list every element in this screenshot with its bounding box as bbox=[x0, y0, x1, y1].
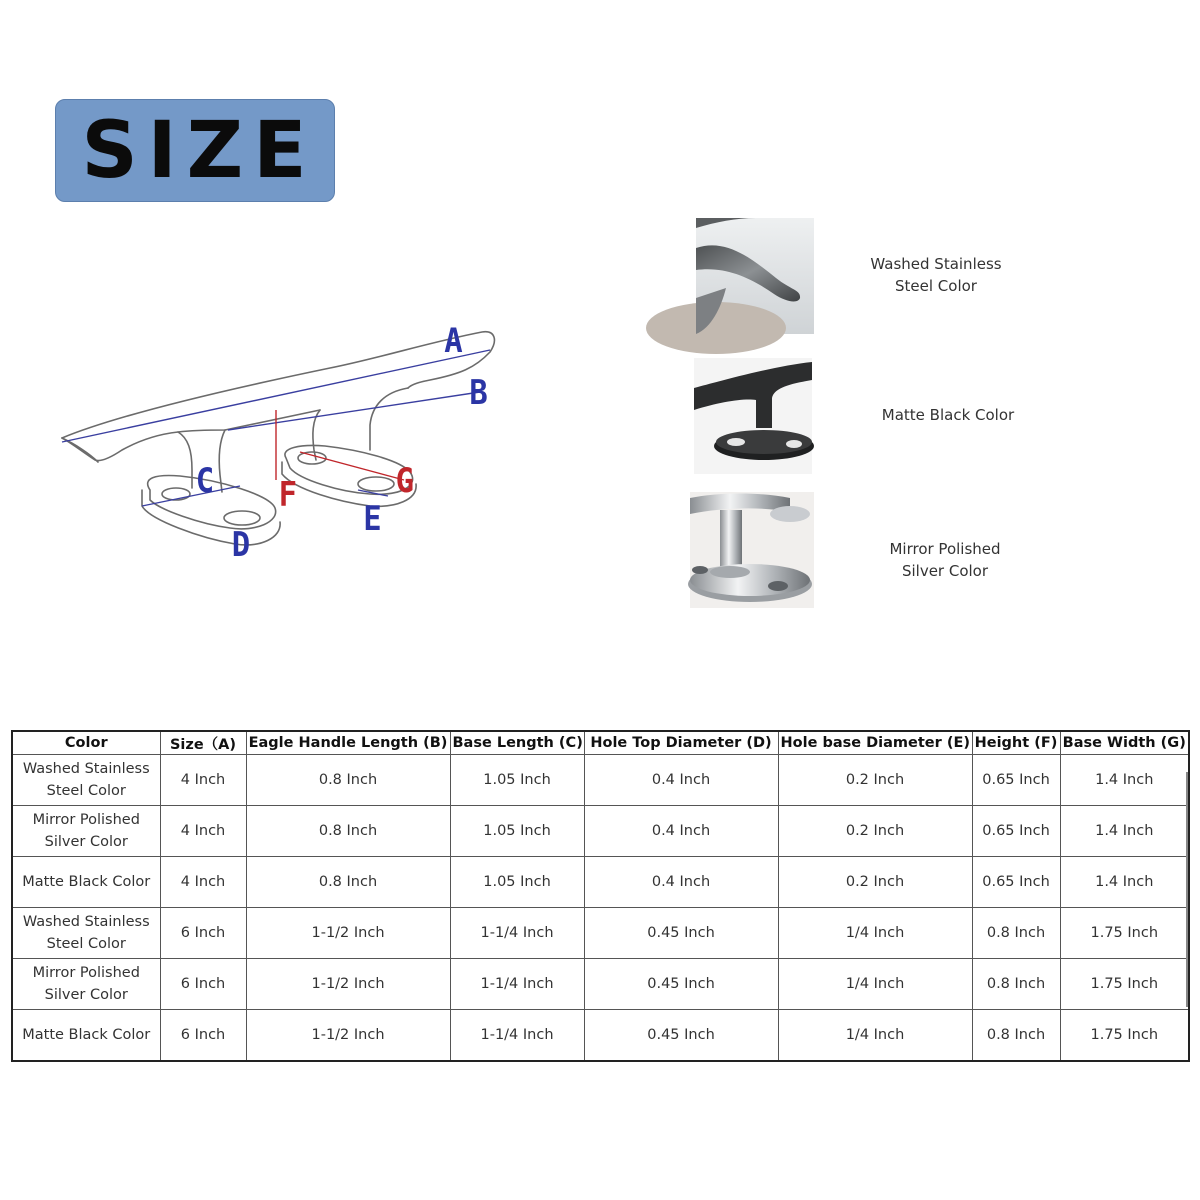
cell-hole-base: 1/4 Inch bbox=[778, 1010, 972, 1062]
cell-base-width: 1.4 Inch bbox=[1060, 806, 1189, 857]
cell-color: Mirror Polished Silver Color bbox=[12, 806, 160, 857]
header-color: Color bbox=[12, 731, 160, 755]
cell-base-width: 1.75 Inch bbox=[1060, 1010, 1189, 1062]
table-row bbox=[12, 857, 1189, 908]
size-spec-table bbox=[11, 730, 1190, 1062]
cell-base-width: 1.75 Inch bbox=[1060, 959, 1189, 1010]
cell-height: 0.65 Inch bbox=[972, 806, 1060, 857]
cell-size: 4 Inch bbox=[160, 755, 246, 806]
cell-base-length: 1-1/4 Inch bbox=[450, 1010, 584, 1062]
cleat-left-post bbox=[178, 432, 192, 488]
header-base-width: Base Width (G) bbox=[1060, 731, 1189, 755]
cell-hole-top: 0.45 Inch bbox=[584, 1010, 778, 1062]
cell-size: 6 Inch bbox=[160, 908, 246, 959]
cell-size: 6 Inch bbox=[160, 1010, 246, 1062]
label-c: C bbox=[195, 460, 215, 501]
right-edge-line bbox=[1186, 772, 1188, 1007]
cell-hole-top: 0.4 Inch bbox=[584, 755, 778, 806]
cell-color: Matte Black Color bbox=[12, 1010, 160, 1062]
cleat-right-hole-2 bbox=[358, 477, 394, 491]
table-row bbox=[12, 1010, 1189, 1062]
swatch-mirror-polished bbox=[690, 492, 808, 608]
cell-height: 0.65 Inch bbox=[972, 857, 1060, 908]
cell-hole-base: 0.2 Inch bbox=[778, 857, 972, 908]
cell-base-length: 1-1/4 Inch bbox=[450, 959, 584, 1010]
cell-hole-base: 0.2 Inch bbox=[778, 806, 972, 857]
cell-base-width: 1.4 Inch bbox=[1060, 755, 1189, 806]
dimension-line-d bbox=[142, 486, 240, 506]
cleat-right-post-right bbox=[370, 388, 408, 450]
cell-size: 6 Inch bbox=[160, 959, 246, 1010]
cell-size: 4 Inch bbox=[160, 806, 246, 857]
cell-base-length: 1.05 Inch bbox=[450, 857, 584, 908]
table-row bbox=[12, 908, 1189, 959]
header-hole-top: Hole Top Diameter (D) bbox=[584, 731, 778, 755]
cleat-left-hole-2 bbox=[224, 511, 260, 525]
cell-height: 0.65 Inch bbox=[972, 755, 1060, 806]
cell-hole-top: 0.45 Inch bbox=[584, 959, 778, 1010]
cell-base-length: 1.05 Inch bbox=[450, 806, 584, 857]
dimension-line-g bbox=[300, 452, 404, 480]
cell-hole-top: 0.45 Inch bbox=[584, 908, 778, 959]
table-row bbox=[12, 755, 1189, 806]
cell-handle-length: 1-1/2 Inch bbox=[246, 959, 450, 1010]
cell-height: 0.8 Inch bbox=[972, 959, 1060, 1010]
size-badge bbox=[55, 99, 335, 202]
label-b: B bbox=[469, 372, 488, 413]
cell-handle-length: 0.8 Inch bbox=[246, 857, 450, 908]
cleat-left-hole-1 bbox=[162, 488, 190, 500]
cell-handle-length: 0.8 Inch bbox=[246, 755, 450, 806]
cell-handle-length: 1-1/2 Inch bbox=[246, 908, 450, 959]
swatch-label-matte-black: Matte Black Color bbox=[881, 406, 1015, 424]
cell-color: Washed Stainless Steel Color bbox=[12, 755, 160, 806]
cell-hole-top: 0.4 Inch bbox=[584, 806, 778, 857]
table-header-row bbox=[12, 731, 1189, 755]
cell-base-length: 1-1/4 Inch bbox=[450, 908, 584, 959]
header-size: Size（A) bbox=[160, 731, 246, 755]
cell-color: Washed Stainless Steel Color bbox=[12, 908, 160, 959]
table-row bbox=[12, 806, 1189, 857]
header-height: Height (F) bbox=[972, 731, 1060, 755]
swatch-label-mirror-polished: Mirror Polished Silver Color bbox=[889, 540, 1001, 580]
cell-hole-base: 0.2 Inch bbox=[778, 755, 972, 806]
cell-hole-top: 0.4 Inch bbox=[584, 857, 778, 908]
table-row bbox=[12, 959, 1189, 1010]
label-d: D bbox=[231, 524, 251, 565]
cell-size: 4 Inch bbox=[160, 857, 246, 908]
cell-color: Matte Black Color bbox=[12, 857, 160, 908]
cell-hole-base: 1/4 Inch bbox=[778, 908, 972, 959]
cell-base-length: 1.05 Inch bbox=[450, 755, 584, 806]
cleat-dimension-diagram bbox=[50, 310, 488, 570]
header-hole-base: Hole base Diameter (E) bbox=[778, 731, 972, 755]
swatch-label-washed-stainless: Washed Stainless Steel Color bbox=[870, 255, 1002, 295]
header-base-length: Base Length (C) bbox=[450, 731, 584, 755]
label-e: E bbox=[363, 498, 382, 539]
cell-hole-base: 1/4 Inch bbox=[778, 959, 972, 1010]
header-handle-length: Eagle Handle Length (B) bbox=[246, 731, 450, 755]
cell-handle-length: 0.8 Inch bbox=[246, 806, 450, 857]
label-f: F bbox=[278, 474, 298, 515]
cell-base-width: 1.4 Inch bbox=[1060, 857, 1189, 908]
swatch-washed-stainless bbox=[696, 218, 814, 334]
cell-color: Mirror Polished Silver Color bbox=[12, 959, 160, 1010]
size-title: SIZE bbox=[81, 105, 317, 196]
label-g: G bbox=[395, 460, 415, 501]
label-a: A bbox=[444, 320, 463, 361]
cell-handle-length: 1-1/2 Inch bbox=[246, 1010, 450, 1062]
swatch-matte-black bbox=[694, 358, 812, 474]
cell-height: 0.8 Inch bbox=[972, 908, 1060, 959]
cell-base-width: 1.75 Inch bbox=[1060, 908, 1189, 959]
cell-height: 0.8 Inch bbox=[972, 1010, 1060, 1062]
